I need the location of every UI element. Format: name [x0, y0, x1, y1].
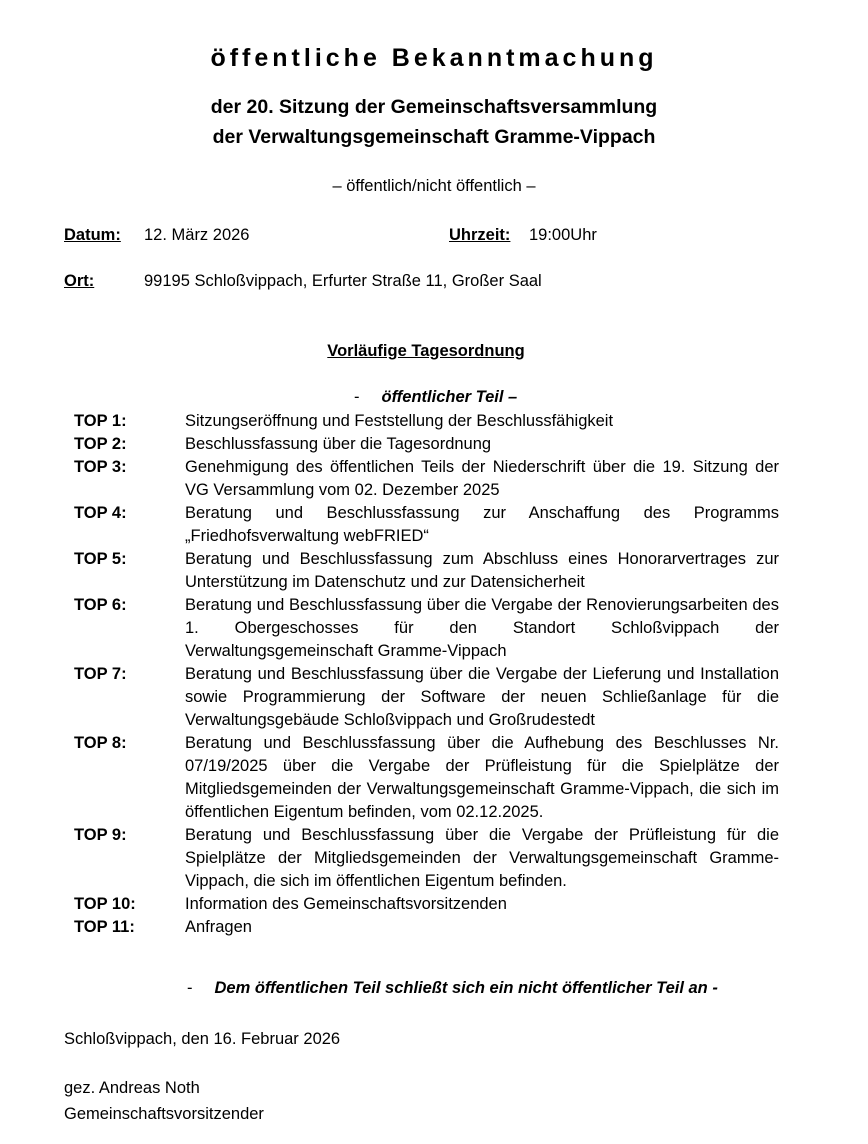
agenda-item-number: TOP 4:	[74, 504, 127, 522]
nonpublic-note-text: Dem öffentlichen Teil schließt sich ein nicht öffentlicher Teil an -	[214, 979, 718, 997]
page-title: öffentliche Bekanntmachung	[210, 44, 658, 72]
place-value: 99195 Schloßvippach, Erfurter Straße 11, Großer Saal	[144, 272, 542, 290]
subtitle-line-2: der Verwaltungsgemeinschaft Gramme-Vippach	[212, 126, 656, 148]
agenda-item-number: TOP 11:	[74, 918, 135, 936]
agenda-item-number: TOP 6:	[74, 596, 127, 614]
agenda-item-text: Beratung und Beschlussfassung zum Abschluss eines Honorarvertrages zur Unterstützung im Datenschutz und zur Datensicherheit	[185, 550, 779, 591]
agenda-item	[74, 663, 779, 732]
agenda-item	[74, 916, 779, 939]
place-date: Schloßvippach, den 16. Februar 2026	[64, 1030, 341, 1048]
nonpublic-note	[187, 979, 718, 998]
agenda-item-number: TOP 2:	[74, 435, 127, 453]
signatory-role: Gemeinschaftsvorsitzender	[64, 1105, 264, 1123]
nonpublic-dash: -	[187, 979, 193, 997]
agenda-item-text: Beratung und Beschlussfassung über die Vergabe der Renovierungsarbeiten des 1. Obergeschosses für den Standort Schloßvippach der Verwaltungsgemeinschaft Gramme-Vippach	[185, 596, 779, 660]
time-label: Uhrzeit:	[449, 226, 511, 244]
agenda-item	[74, 893, 779, 916]
agenda-item-text: Information des Gemeinschaftsvorsitzenden	[185, 895, 507, 913]
public-part-label: öffentlicher Teil –	[381, 388, 518, 406]
agenda-item-text: Beschlussfassung über die Tagesordnung	[185, 435, 492, 453]
agenda-item	[74, 502, 779, 548]
agenda-heading: Vorläufige Tagesordnung	[327, 342, 525, 360]
agenda-list	[74, 410, 779, 939]
agenda-item	[74, 433, 779, 456]
agenda-item-text: Beratung und Beschlussfassung zur Anschaffung des Programms „Friedhofsverwaltung webFRIED“	[185, 504, 779, 545]
date-value: 12. März 2026	[144, 226, 250, 244]
public-part-heading	[354, 388, 517, 407]
visibility-note: – öffentlich/nicht öffentlich –	[332, 177, 536, 195]
agenda-item-number: TOP 3:	[74, 458, 127, 476]
page-subtitle	[0, 92, 868, 152]
agenda-item	[74, 456, 779, 502]
time-value: 19:00Uhr	[529, 226, 597, 244]
agenda-item-number: TOP 5:	[74, 550, 127, 568]
agenda-item-number: TOP 1:	[74, 412, 127, 430]
signature: gez. Andreas Noth	[64, 1079, 200, 1097]
agenda-item-text: Anfragen	[185, 918, 252, 936]
agenda-item-text: Beratung und Beschlussfassung über die Vergabe der Lieferung und Installation sowie Programmierung der Software der neuen Schließanlage für die Verwaltungsgebäude Schloßvippach und Großrudestedt	[185, 665, 779, 729]
agenda-item	[74, 824, 779, 893]
public-part-dash: -	[354, 388, 360, 406]
place-label: Ort:	[64, 272, 95, 290]
subtitle-line-1: der 20. Sitzung der Gemeinschaftsversammlung	[210, 96, 658, 118]
agenda-item-number: TOP 9:	[74, 826, 127, 844]
agenda-item-number: TOP 10:	[74, 895, 136, 913]
agenda-item	[74, 732, 779, 824]
agenda-item-text: Beratung und Beschlussfassung über die Vergabe der Prüfleistung für die Spielplätze der Mitgliedsgemeinden der Verwaltungsgemeinschaft Gramme-Vippach, die sich im öffentlichen Eigentum befinden.	[185, 826, 779, 890]
agenda-item	[74, 548, 779, 594]
agenda-item-text: Sitzungseröffnung und Feststellung der Beschlussfähigkeit	[185, 412, 614, 430]
agenda-item	[74, 410, 779, 433]
date-label: Datum:	[64, 226, 121, 244]
agenda-item-text: Genehmigung des öffentlichen Teils der Niederschrift über die 19. Sitzung der VG Versammlung vom 02. Dezember 2025	[185, 458, 779, 499]
agenda-item-number: TOP 7:	[74, 665, 127, 683]
agenda-item-number: TOP 8:	[74, 734, 127, 752]
agenda-item	[74, 594, 779, 663]
agenda-item-text: Beratung und Beschlussfassung über die Aufhebung des Beschlusses Nr. 07/19/2025 über die Vergabe der Prüfleistung für die Spielplätze der Mitgliedsgemeinden der Verwaltungsgemeinschaft Gramme-Vippach, die sich im öffentlichen Eigentum befinden, vom 02.12.2025.	[185, 734, 779, 821]
